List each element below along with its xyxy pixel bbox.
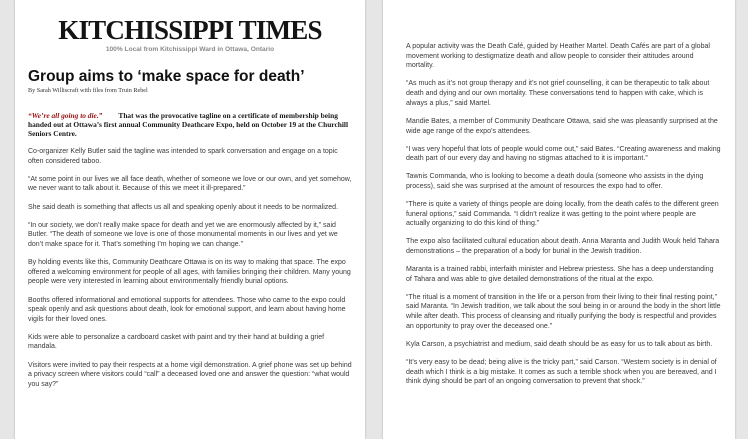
body-paragraph: By holding events like this, Community Deathcare Ottawa is on its way to making that space. The expo offered a welcoming environment for people of all ages, with families bringing their children. Many young people were very interested in learning about environmentally friendly burial options. xyxy=(28,259,351,286)
body-paragraph: Visitors were invited to pay their respects at a home vigil demonstration. A grief phone was set up behind a privacy screen where visitors could “call” a deceased loved one and answer the question: “what would you say?” xyxy=(28,361,352,388)
body-paragraph: Mandie Bates, a member of Community Deathcare Ottawa, said she was pleasantly surprised at the wide age range of the expo’s attendees. xyxy=(406,117,718,135)
body-paragraph: The expo also facilitated cultural education about death. Anna Maranta and Judith Wouk held Tahara demonstrations – the preparation of a body for burial in the Jewish tradition. xyxy=(406,238,720,256)
article-byline: By Sarah Williscraft with files from Truin Rebel xyxy=(28,87,148,94)
body-paragraph: A popular activity was the Death Café, guided by Heather Martel. Death Cafés are part of a global movement working to destigmatize death and allow people to consider their attitudes around mortality. xyxy=(406,43,710,70)
page-left xyxy=(15,0,365,439)
body-paragraph: Kids were able to personalize a cardboard casket with paint and try their hand at building a grief mandala. xyxy=(28,333,325,351)
body-paragraph: “There is quite a variety of things people are doing locally, from the death cafés to the different green funeral options,” said Commanda. “I didn’t realize it was getting to the point where people are actually organizing to do this kind of thing.” xyxy=(406,200,719,228)
body-paragraph: “The ritual is a moment of transition in the life or a person from their living to their final resting point,” said Maranta. “In Jewish tradition, we talk about the soul being in or around the body in the short little while after death. This process of cleansing and ritually purifying the body is respectful and provides an opportunity to pray over the deceased one.” xyxy=(406,293,721,330)
lede-text: That was the provocative tagline on a certificate of membership being handed out at Ottawa’s first annual Community Deathcare Expo, held on October 19 at the Churchill Seniors Centre. xyxy=(28,111,349,138)
body-paragraph: Maranta is a trained rabbi, interfaith minister and Hebrew priestess. She has a deep understanding of Tahara and was able to give detailed demonstrations of the ritual at the expo. xyxy=(406,266,714,283)
body-paragraph: Tawnis Commanda, who is looking to become a death doula (someone who assists in the dying process), said she was surprised at the amount of resources the expo had to offer. xyxy=(406,173,704,190)
article-lede xyxy=(28,111,352,138)
body-paragraph: “At some point in our lives we all face death, whether of someone we love or our own, and yet somehow, we never want to talk about it. Because of this we meet it ill-prepared.” xyxy=(28,175,352,193)
body-paragraph: “I was very hopeful that lots of people would come out,” said Bates. “Creating awareness and making death part of our every day and having no stigmas attached to it is important.” xyxy=(406,145,721,163)
body-paragraph: “In our society, we don’t really make space for death and yet we are enormously affected by it,” said Butler. “The death of someone we love is one of those monumental moments in our lives and yet we don’t make space for it. That’s something I’m hoping we can change.” xyxy=(28,221,338,248)
body-paragraph: She said death is something that affects us all and speaking openly about it needs to be normalized. xyxy=(28,203,339,211)
body-paragraph: “As much as it’s not group therapy and it’s not grief counselling, it can be therapeutic to talk about death and dying and our own mortality. These conversations tend to happen with cake, which is always a plus,” said Martel. xyxy=(406,80,710,107)
lede-quote: “We’re all going to die.” xyxy=(28,111,103,120)
body-paragraph: Kyla Carson, a psychiatrist and medium, said death should be as easy for us to talk about as birth. xyxy=(406,340,713,348)
masthead-title: KITCHISSIPPI TIMES xyxy=(58,15,322,45)
body-paragraph: “It’s very easy to be dead; being alive is the tricky part,” said Carson. “Western society is in denial of death which I think is a big mistake. It comes as such a terrible shock when you are bereaved, and I think dying should be part of an ongoing conversation to prevent that shock.” xyxy=(406,358,717,386)
article-headline: Group aims to ‘make space for death’ xyxy=(28,68,305,85)
body-paragraph: Booths offered informational and emotional supports for attendees. Those who came to the expo could speak openly and ask questions about death, look for emotional support, and learn about having home vigils for their loved ones. xyxy=(28,296,346,323)
masthead-tagline: 100% Local from Kitchissippi Ward in Ottawa, Ontario xyxy=(105,46,275,53)
body-paragraph: Co-organizer Kelly Butler said the tagline was intended to spark conversation and engage on a topic often considered taboo. xyxy=(28,148,338,165)
page-right xyxy=(383,0,735,439)
